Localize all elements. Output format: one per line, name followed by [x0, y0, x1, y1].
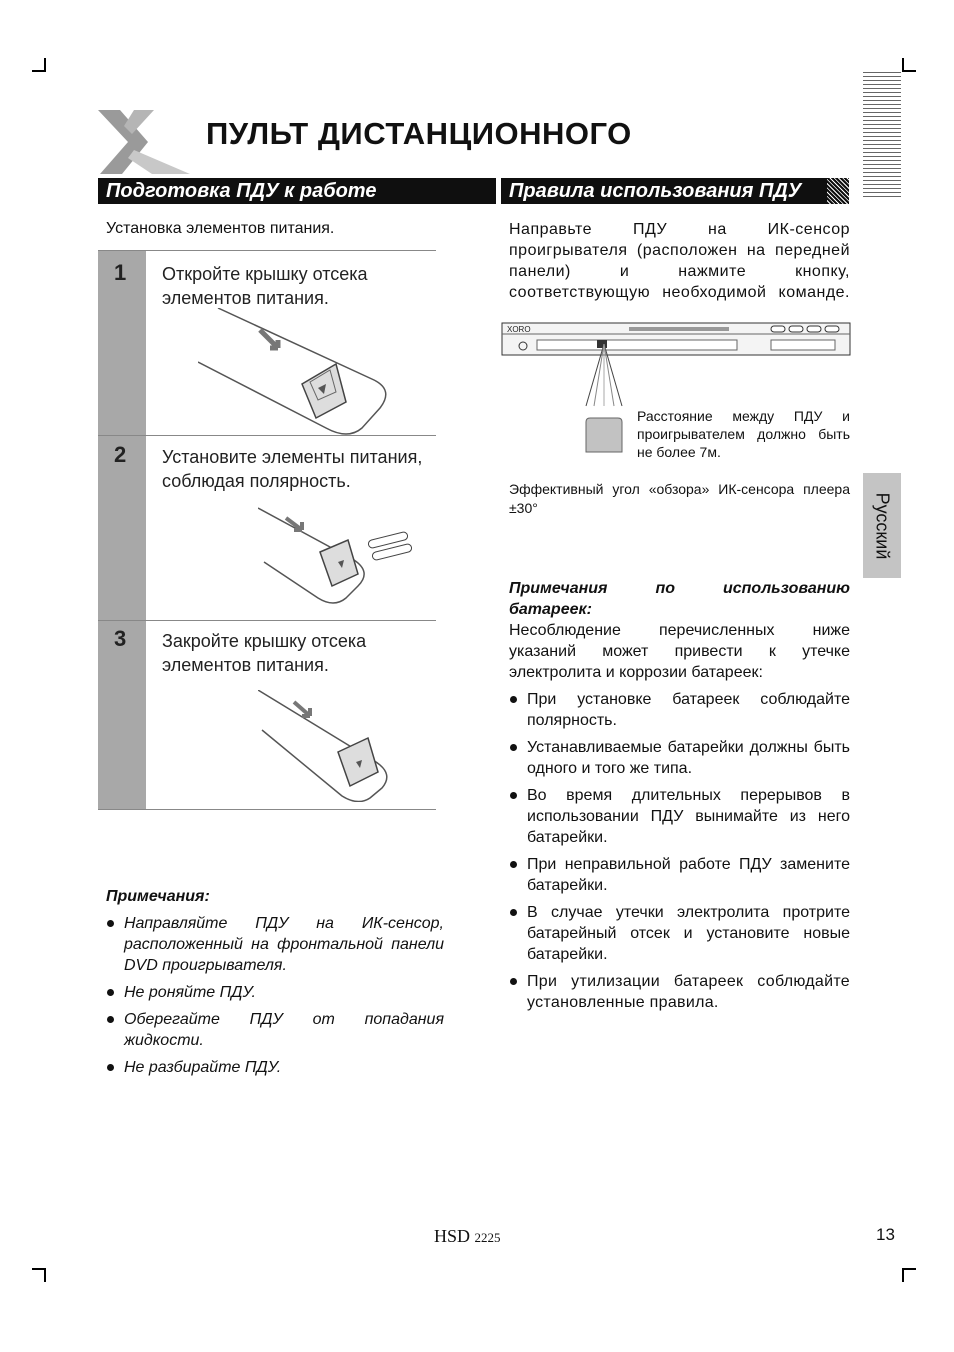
model-name: HSD — [434, 1226, 471, 1246]
remote-open-cover-illustration — [198, 308, 436, 435]
step-divider — [98, 620, 436, 621]
step-number: 1 — [114, 260, 127, 285]
dvd-player-front-illustration — [501, 322, 851, 356]
remote-close-cover-illustration — [258, 690, 408, 802]
list-item: Во время длительных перерывов в использовании ПДУ вынимайте из него батарейки. — [509, 785, 850, 848]
device-brand: XORO — [507, 325, 531, 334]
step-number: 3 — [114, 626, 127, 651]
remote-notes-list — [106, 913, 444, 1084]
crop-mark-top-right — [902, 58, 916, 72]
steps-panel — [98, 250, 436, 810]
step-number-column — [98, 250, 146, 810]
page-number: 13 — [876, 1225, 895, 1244]
ir-beam-illustration — [580, 344, 628, 454]
distance-note: Расстояние между ПДУ и проигрывателем должно быть не более 7м. — [637, 408, 850, 460]
language-tab-label: Русский — [872, 492, 893, 559]
usage-intro: Направьте ПДУ на ИК-сенсор проигрывателя (расположен на передней панели) и нажмите кнопку, соответствующую необходимой команде. — [509, 221, 850, 301]
list-item: Оберегайте ПДУ от попадания жидкости. — [106, 1009, 444, 1051]
step-text: Установите элементы питания, соблюдая полярность. — [162, 447, 423, 491]
step-divider — [98, 809, 436, 810]
step-text: Откройте крышку отсека элементов питания. — [162, 264, 368, 308]
section-title-preparation: Подготовка ПДУ к работе — [106, 180, 377, 202]
list-item: Устанавливаемые батарейки должны быть одного и того же типа. — [509, 737, 850, 779]
stripe-decoration — [863, 72, 901, 200]
remote-insert-batteries-illustration — [258, 490, 418, 608]
crop-mark-top-left — [32, 58, 46, 72]
step-divider — [98, 435, 436, 436]
crop-mark-bottom-right — [902, 1268, 916, 1282]
section-bar-usage — [501, 178, 849, 204]
section-title-usage: Правила использования ПДУ — [509, 180, 802, 202]
list-item: В случае утечки электролита протрите батарейный отсек и установите новые батарейки. — [509, 902, 850, 965]
battery-install-intro: Установка элементов питания. — [106, 220, 335, 237]
notes-title: Примечания: — [106, 888, 210, 905]
footer-model — [434, 1226, 501, 1247]
xoro-logo — [94, 104, 194, 176]
angle-note: Эффективный угол «обзора» ИК-сенсора плеера ±30° — [509, 481, 850, 516]
section-bar-preparation — [98, 178, 496, 204]
step-number: 2 — [114, 442, 127, 467]
battery-notes-list — [509, 689, 850, 1019]
list-item: При утилизации батареек соблюдайте установленные правила. — [509, 971, 850, 1013]
step-divider — [98, 250, 436, 251]
list-item: При неправильной работе ПДУ замените батарейки. — [509, 854, 850, 896]
list-item: Не роняйте ПДУ. — [106, 982, 444, 1003]
model-number: 2225 — [474, 1230, 501, 1245]
list-item: Не разбирайте ПДУ. — [106, 1057, 444, 1078]
crop-mark-bottom-left — [32, 1268, 46, 1282]
battery-notes-intro: Несоблюдение перечисленных ниже указаний может привести к утечке электролита и коррозии батареек: — [509, 622, 850, 681]
list-item: Направляйте ПДУ на ИК-сенсор, расположенный на фронтальной панели DVD проигрывателя. — [106, 913, 444, 976]
dot-pattern — [827, 178, 849, 204]
language-tab — [863, 473, 901, 578]
page-title: ПУЛЬТ ДИСТАНЦИОННОГО — [206, 116, 632, 151]
step-text: Закройте крышку отсека элементов питания. — [162, 631, 367, 675]
list-item: При установке батареек соблюдайте полярность. — [509, 689, 850, 731]
battery-notes-title: Примечания по использованию батареек: — [509, 580, 850, 618]
